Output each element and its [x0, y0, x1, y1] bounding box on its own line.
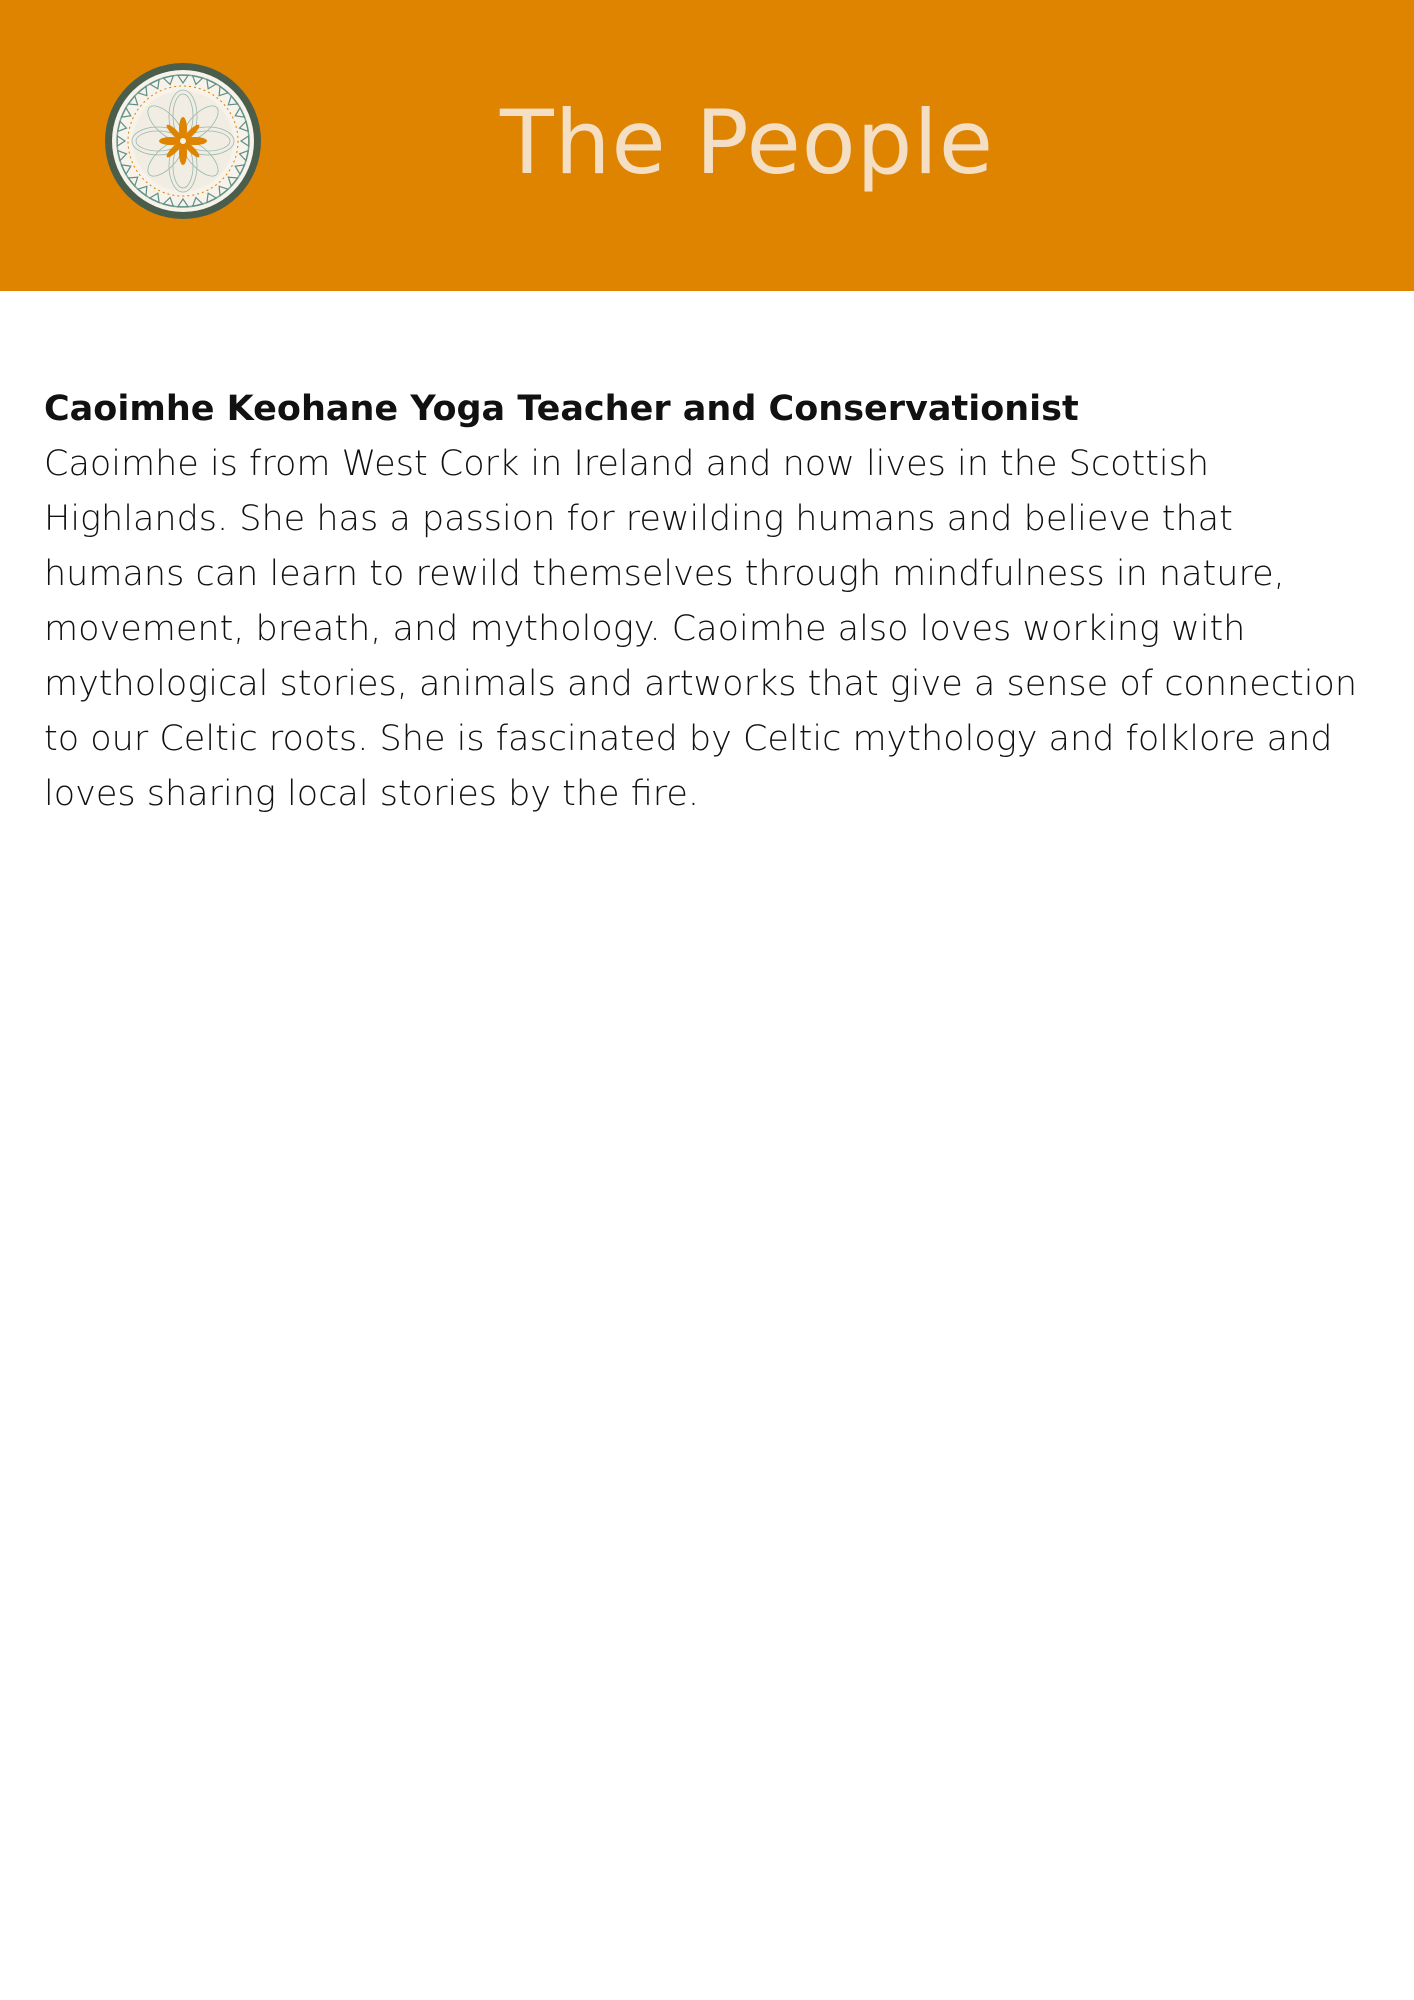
page-title: The People: [500, 91, 994, 194]
person-section: [44, 382, 1374, 822]
person-bio-text: Caoimhe is from West Cork in Ireland and now lives in the Scottish Highlands. She has a passion for rewilding humans and believe that humans can learn to rewild themselves through mindfulness in nature, movement, breath, and mythology. Caoimhe also loves working with mythological stories, animals and artworks that give a sense of connection to our Celtic roots. She is fascinated by Celtic mythology and folklore and loves sharing local stories by the fire.: [44, 444, 1358, 814]
header-banner: [0, 0, 1414, 291]
person-name-heading: Caoimhe Keohane Yoga Teacher and Conservationist: [44, 389, 1079, 429]
mandala-logo-icon: [103, 61, 263, 221]
